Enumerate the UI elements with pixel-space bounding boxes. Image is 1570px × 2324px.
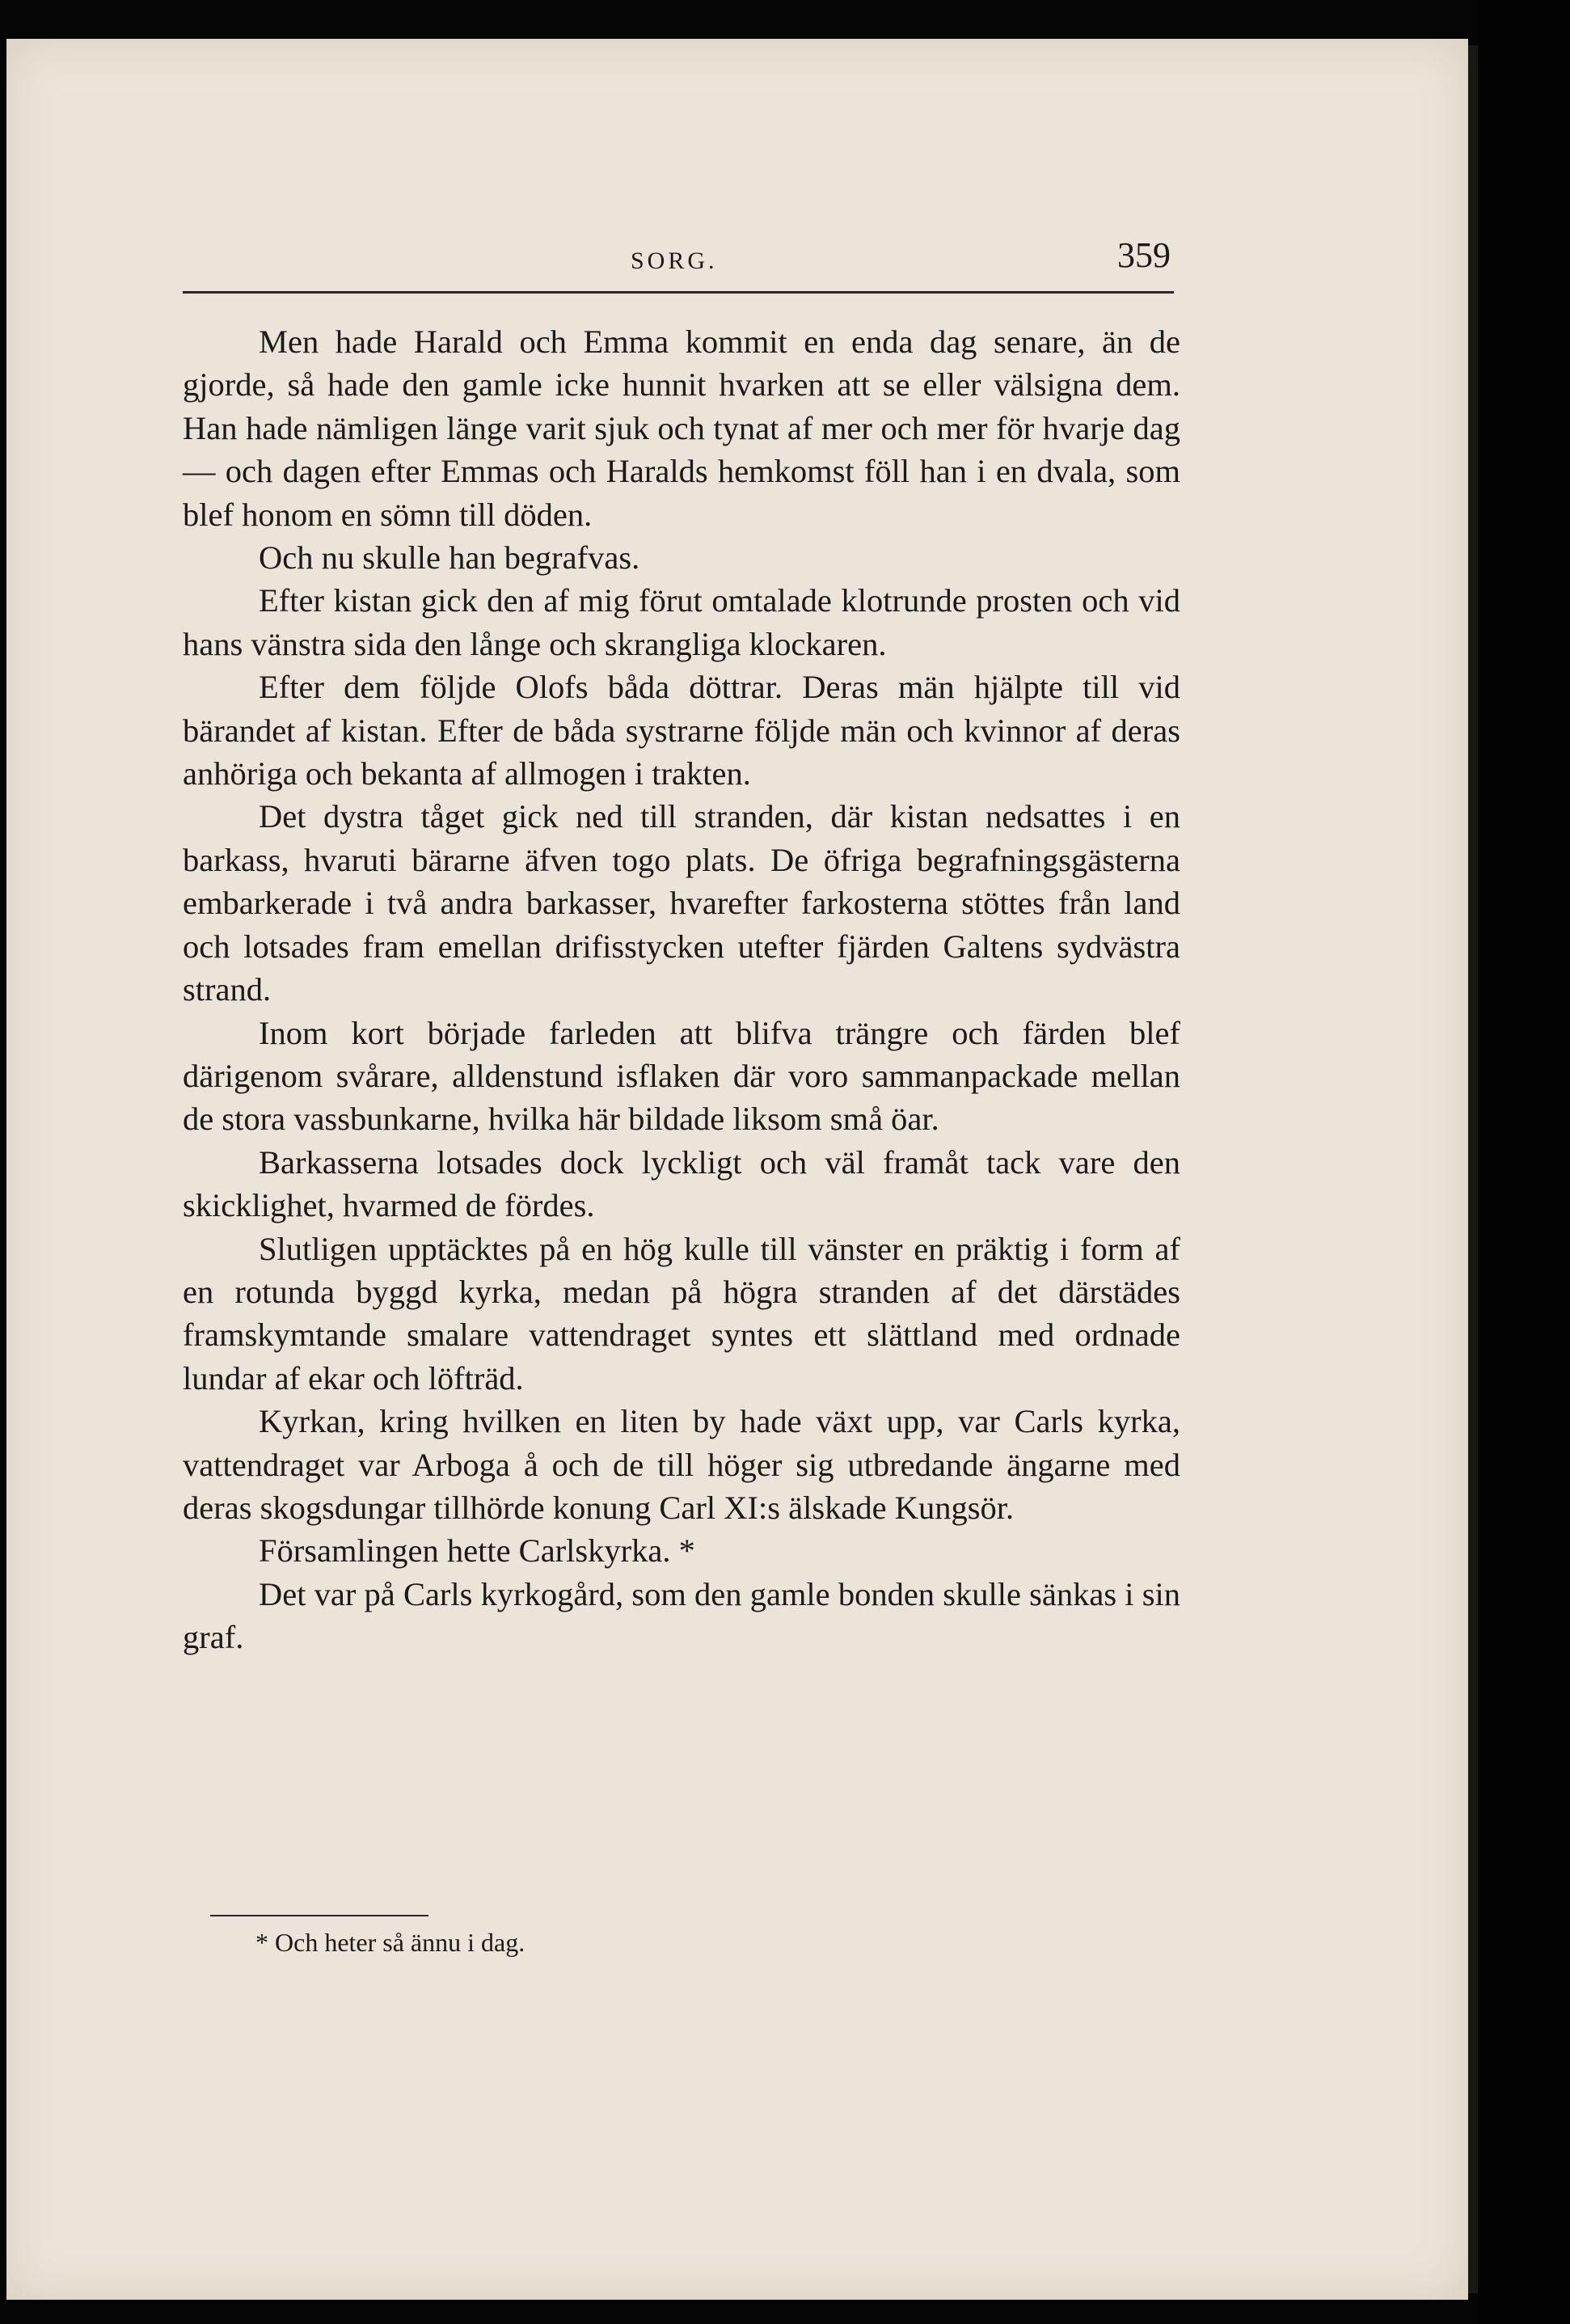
- body-text: [183, 320, 1180, 1659]
- paragraph-2: Och nu skulle han begrafvas.: [259, 539, 640, 577]
- footnote-rule: [210, 1915, 428, 1916]
- running-title: SORG.: [631, 247, 718, 274]
- paragraph-3: Efter kistan gick den af mig förut omtalade klotrunde prosten och vid hans vänstra sida den långe och skrangliga klockaren.: [183, 582, 1180, 662]
- page-edge-shadow: [1468, 45, 1478, 2293]
- paragraph-10: Församlingen hette Carlskyrka. *: [259, 1532, 695, 1570]
- paragraph-1: Men hade Harald och Emma kommit en enda dag senare, än de gjorde, så hade den gamle icke hunnit hvarken att se eller välsigna dem. Han hade nämligen länge varit sjuk och tynat af mer och mer för hvarje dag — och dagen efter Emmas och Haralds hemkomst föll han i en dvala, som blef honom en sömn till döden.: [183, 323, 1180, 533]
- page-number: 359: [1117, 235, 1171, 275]
- paragraph-9: Kyrkan, kring hvilken en liten by hade växt upp, var Carls kyrka, vattendraget var Arboga å och de till höger sig utbredande ängarne med deras skogsdungar tillhörde konung Carl XI:s älskade Kungsör.: [183, 1403, 1180, 1526]
- paragraph-7: Barkasserna lotsades dock lyckligt och väl framåt tack vare den skicklighet, hvarmed de fördes.: [183, 1143, 1180, 1224]
- paragraph-4: Efter dem följde Olofs båda döttrar. Deras män hjälpte till vid bärandet af kistan. Efter de båda systrarne följde män och kvinnor af deras anhöriga och bekanta af allmogen i trakten.: [183, 669, 1180, 792]
- footnote: * Och heter så ännu i dag.: [255, 1928, 525, 1957]
- header-rule: [183, 291, 1174, 294]
- running-header: [186, 235, 1171, 283]
- scan-border: [1478, 0, 1570, 2324]
- paragraph-8: Slutligen upptäcktes på en hög kulle till vänster en präktig i form af en rotunda byggd kyrka, medan på högra stranden af det därstädes framskymtande smalare vattendraget syntes ett slättland med ordnade lundar af ekar och löfträd.: [183, 1230, 1180, 1397]
- paragraph-6: Inom kort började farleden att blifva trängre och färden blef därigenom svårare, alldenstund isflaken där voro sammanpackade mellan de stora vassbunkarne, hvilka här bildade liksom små öar.: [183, 1014, 1180, 1138]
- paragraph-11: Det var på Carls kyrkogård, som den gamle bonden skulle sänkas i sin graf.: [183, 1575, 1180, 1656]
- paragraph-5: Det dystra tåget gick ned till stranden, där kistan nedsattes i en barkass, hvaruti bärarne äfven togo plats. De öfriga begrafningsgästerna embarkerade i två andra barkasser, hvarefter farkosterna stöttes från land och lotsades fram emellan drifisstycken utefter fjärden Galtens sydvästra strand.: [183, 798, 1180, 1008]
